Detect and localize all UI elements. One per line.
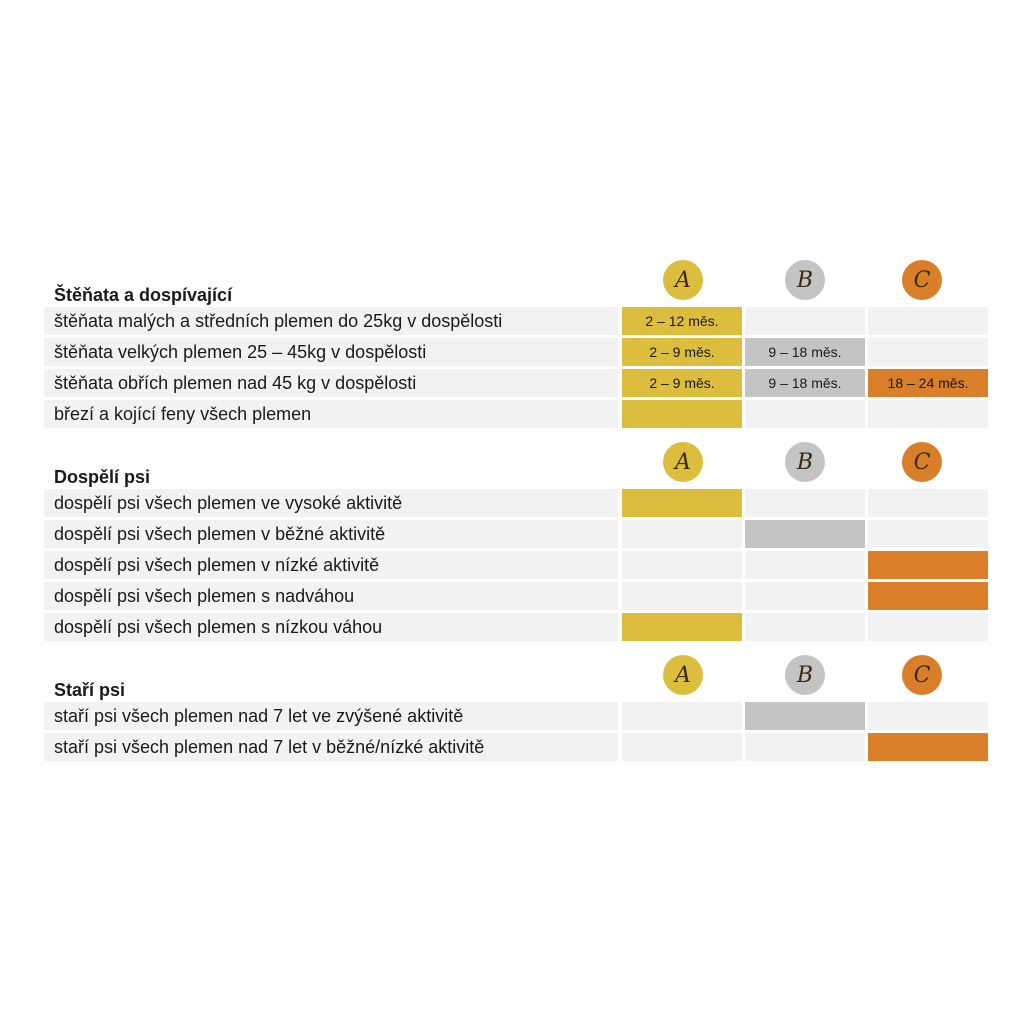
product-b-badge: B <box>785 260 825 300</box>
table-row <box>44 306 988 337</box>
section-title: Dospělí psi <box>54 467 151 487</box>
row-label: štěňata malých a středních plemen do 25kg v dospělosti <box>44 307 618 335</box>
cell-product-b <box>745 307 865 335</box>
row-label: dospělí psi všech plemen s nadváhou <box>44 582 618 610</box>
row-label: březí a kojící feny všech plemen <box>44 400 618 428</box>
row-label: dospělí psi všech plemen ve vysoké aktivitě <box>44 489 618 517</box>
cell-product-c <box>868 733 988 761</box>
cell-product-a <box>622 520 742 548</box>
cell-product-c <box>868 520 988 548</box>
section-puppies <box>44 258 988 430</box>
feeding-recommendation-table <box>44 258 988 763</box>
cell-product-a: 2 – 12 měs. <box>622 307 742 335</box>
cell-product-b <box>745 520 865 548</box>
cell-product-a: 2 – 9 měs. <box>622 338 742 366</box>
section-header <box>44 440 988 488</box>
cell-product-a <box>622 400 742 428</box>
cell-product-b <box>745 551 865 579</box>
product-a-badge: A <box>663 260 703 300</box>
cell-product-a <box>622 613 742 641</box>
table-row <box>44 337 988 368</box>
cell-product-c <box>868 613 988 641</box>
table-row <box>44 581 988 612</box>
cell-product-b <box>745 702 865 730</box>
product-b-badge: B <box>785 442 825 482</box>
cell-product-a <box>622 551 742 579</box>
table-row <box>44 550 988 581</box>
cell-product-c: 18 – 24 měs. <box>868 369 988 397</box>
cell-product-b <box>745 582 865 610</box>
cell-product-a <box>622 702 742 730</box>
cell-product-b: 9 – 18 měs. <box>745 369 865 397</box>
section-header <box>44 653 988 701</box>
cell-product-b <box>745 400 865 428</box>
product-c-badge: C <box>902 655 942 695</box>
table-row <box>44 612 988 643</box>
section-adult-dogs <box>44 440 988 643</box>
product-a-badge: A <box>663 442 703 482</box>
cell-product-c <box>868 582 988 610</box>
cell-product-b <box>745 733 865 761</box>
table-row <box>44 519 988 550</box>
cell-product-a: 2 – 9 měs. <box>622 369 742 397</box>
table-row <box>44 399 988 430</box>
table-row <box>44 732 988 763</box>
row-label: dospělí psi všech plemen v běžné aktivitě <box>44 520 618 548</box>
cell-product-a <box>622 489 742 517</box>
table-row <box>44 488 988 519</box>
cell-product-a <box>622 582 742 610</box>
cell-product-b: 9 – 18 měs. <box>745 338 865 366</box>
cell-product-a <box>622 733 742 761</box>
row-label: staří psi všech plemen nad 7 let v běžné/nízké aktivitě <box>44 733 618 761</box>
cell-product-c <box>868 702 988 730</box>
table-row <box>44 701 988 732</box>
row-label: štěňata obřích plemen nad 45 kg v dospělosti <box>44 369 618 397</box>
row-label: štěňata velkých plemen 25 – 45kg v dospělosti <box>44 338 618 366</box>
section-title: Staří psi <box>54 680 126 700</box>
section-title: Štěňata a dospívající <box>54 285 233 305</box>
section-header <box>44 258 988 306</box>
product-c-badge: C <box>902 260 942 300</box>
product-c-badge: C <box>902 442 942 482</box>
cell-product-b <box>745 613 865 641</box>
row-label: staří psi všech plemen nad 7 let ve zvýšené aktivitě <box>44 702 618 730</box>
product-a-badge: A <box>663 655 703 695</box>
cell-product-c <box>868 489 988 517</box>
row-label: dospělí psi všech plemen v nízké aktivitě <box>44 551 618 579</box>
section-senior-dogs <box>44 653 988 763</box>
table-row <box>44 368 988 399</box>
cell-product-c <box>868 338 988 366</box>
product-b-badge: B <box>785 655 825 695</box>
cell-product-b <box>745 489 865 517</box>
cell-product-c <box>868 400 988 428</box>
cell-product-c <box>868 307 988 335</box>
cell-product-c <box>868 551 988 579</box>
row-label: dospělí psi všech plemen s nízkou váhou <box>44 613 618 641</box>
